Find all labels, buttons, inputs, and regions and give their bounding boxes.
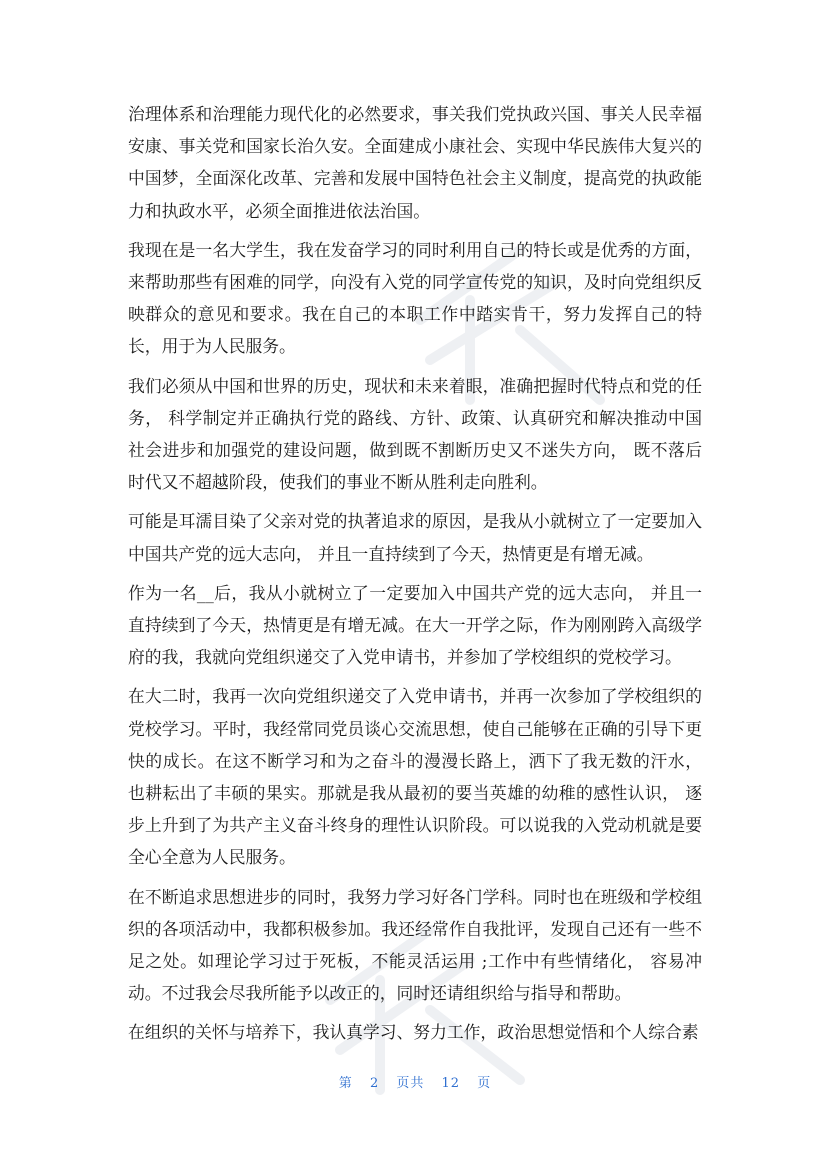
paragraph: 我们必须从中国和世界的历史，现状和未来着眼，准确把握时代特点和党的任务， 科学制定并正确执行党的路线、方针、政策、认真研究和解决推动中国社会进步和加强党的建设问题，做到既不割断历史又不迷失方向， 既不落后时代又不超越阶段，使我们的事业不断从胜利走向胜利。 [128, 375, 702, 493]
footer-middle: 页共 [396, 1076, 425, 1091]
paragraph: 在大二时，我再一次向党组织递交了入党申请书，并再一次参加了学校组织的党校学习。平时，我经常同党员谈心交流思想，使自己能够在正确的引导下更快的成长。在这不断学习和为之奋斗的漫漫长路上，洒下了我无数的汗水， 也耕耘出了丰硕的果实。那就是我从最初的要当英雄的幼稚的感性认识， 逐步上升到了为共产主义奋斗终身的理性认识阶段。可以说我的入党动机就是要全心全意为人民服务。 [128, 686, 702, 868]
footer-suffix: 页 [477, 1076, 492, 1091]
paragraph: 在不断追求思想进步的同时，我努力学习好各门学科。同时也在班级和学校组织的各项活动中，我都积极参加。我还经常作自我批评，发现自己还有一些不足之处。如理论学习过于死板，不能灵活运用 ;工作中有些情绪化， 容易冲动。不过我会尽我所能予以改正的，同时还请组织给与指导和帮助。 [128, 886, 702, 1004]
paragraph: 在组织的关怀与培养下，我认真学习、努力工作，政治思想觉悟和个人综合素 [128, 1022, 699, 1043]
paragraph: 我现在是一名大学生，我在发奋学习的同时利用自己的特长或是优秀的方面，来帮助那些有困难的同学，向没有入党的同学宣传党的知识，及时向党组织反映群众的意见和要求。我在自己的本职工作中踏实肯干，努力发挥自己的特长，用于为人民服务。 [128, 239, 702, 357]
total-pages-number: 12 [441, 1076, 461, 1091]
paragraph: 作为一名__后，我从小就树立了一定要加入中国共产党的远大志向， 并且一直持续到了今天，热情更是有增无减。在大一开学之际，作为刚刚跨入高级学府的我，我就向党组织递交了入党申请书，并参加了学校组织的党校学习。 [128, 582, 702, 668]
page-footer [0, 1072, 830, 1091]
paragraph: 治理体系和治理能力现代化的必然要求，事关我们党执政兴国、事关人民幸福安康、事关党和国家长治久安。全面建成小康社会、实现中华民族伟大复兴的中国梦，全面深化改革、完善和发展中国特色社会主义制度，提高党的执政能力和执政水平，必须全面推进依法治国。 [128, 104, 702, 221]
footer-prefix: 第 [338, 1076, 353, 1091]
current-page-number: 2 [369, 1076, 380, 1091]
document-body [128, 98, 702, 1056]
paragraph: 可能是耳濡目染了父亲对党的执著追求的原因，是我从小就树立了一定要加入中国共产党的远大志向， 并且一直持续到了今天，热情更是有增无减。 [128, 511, 702, 564]
